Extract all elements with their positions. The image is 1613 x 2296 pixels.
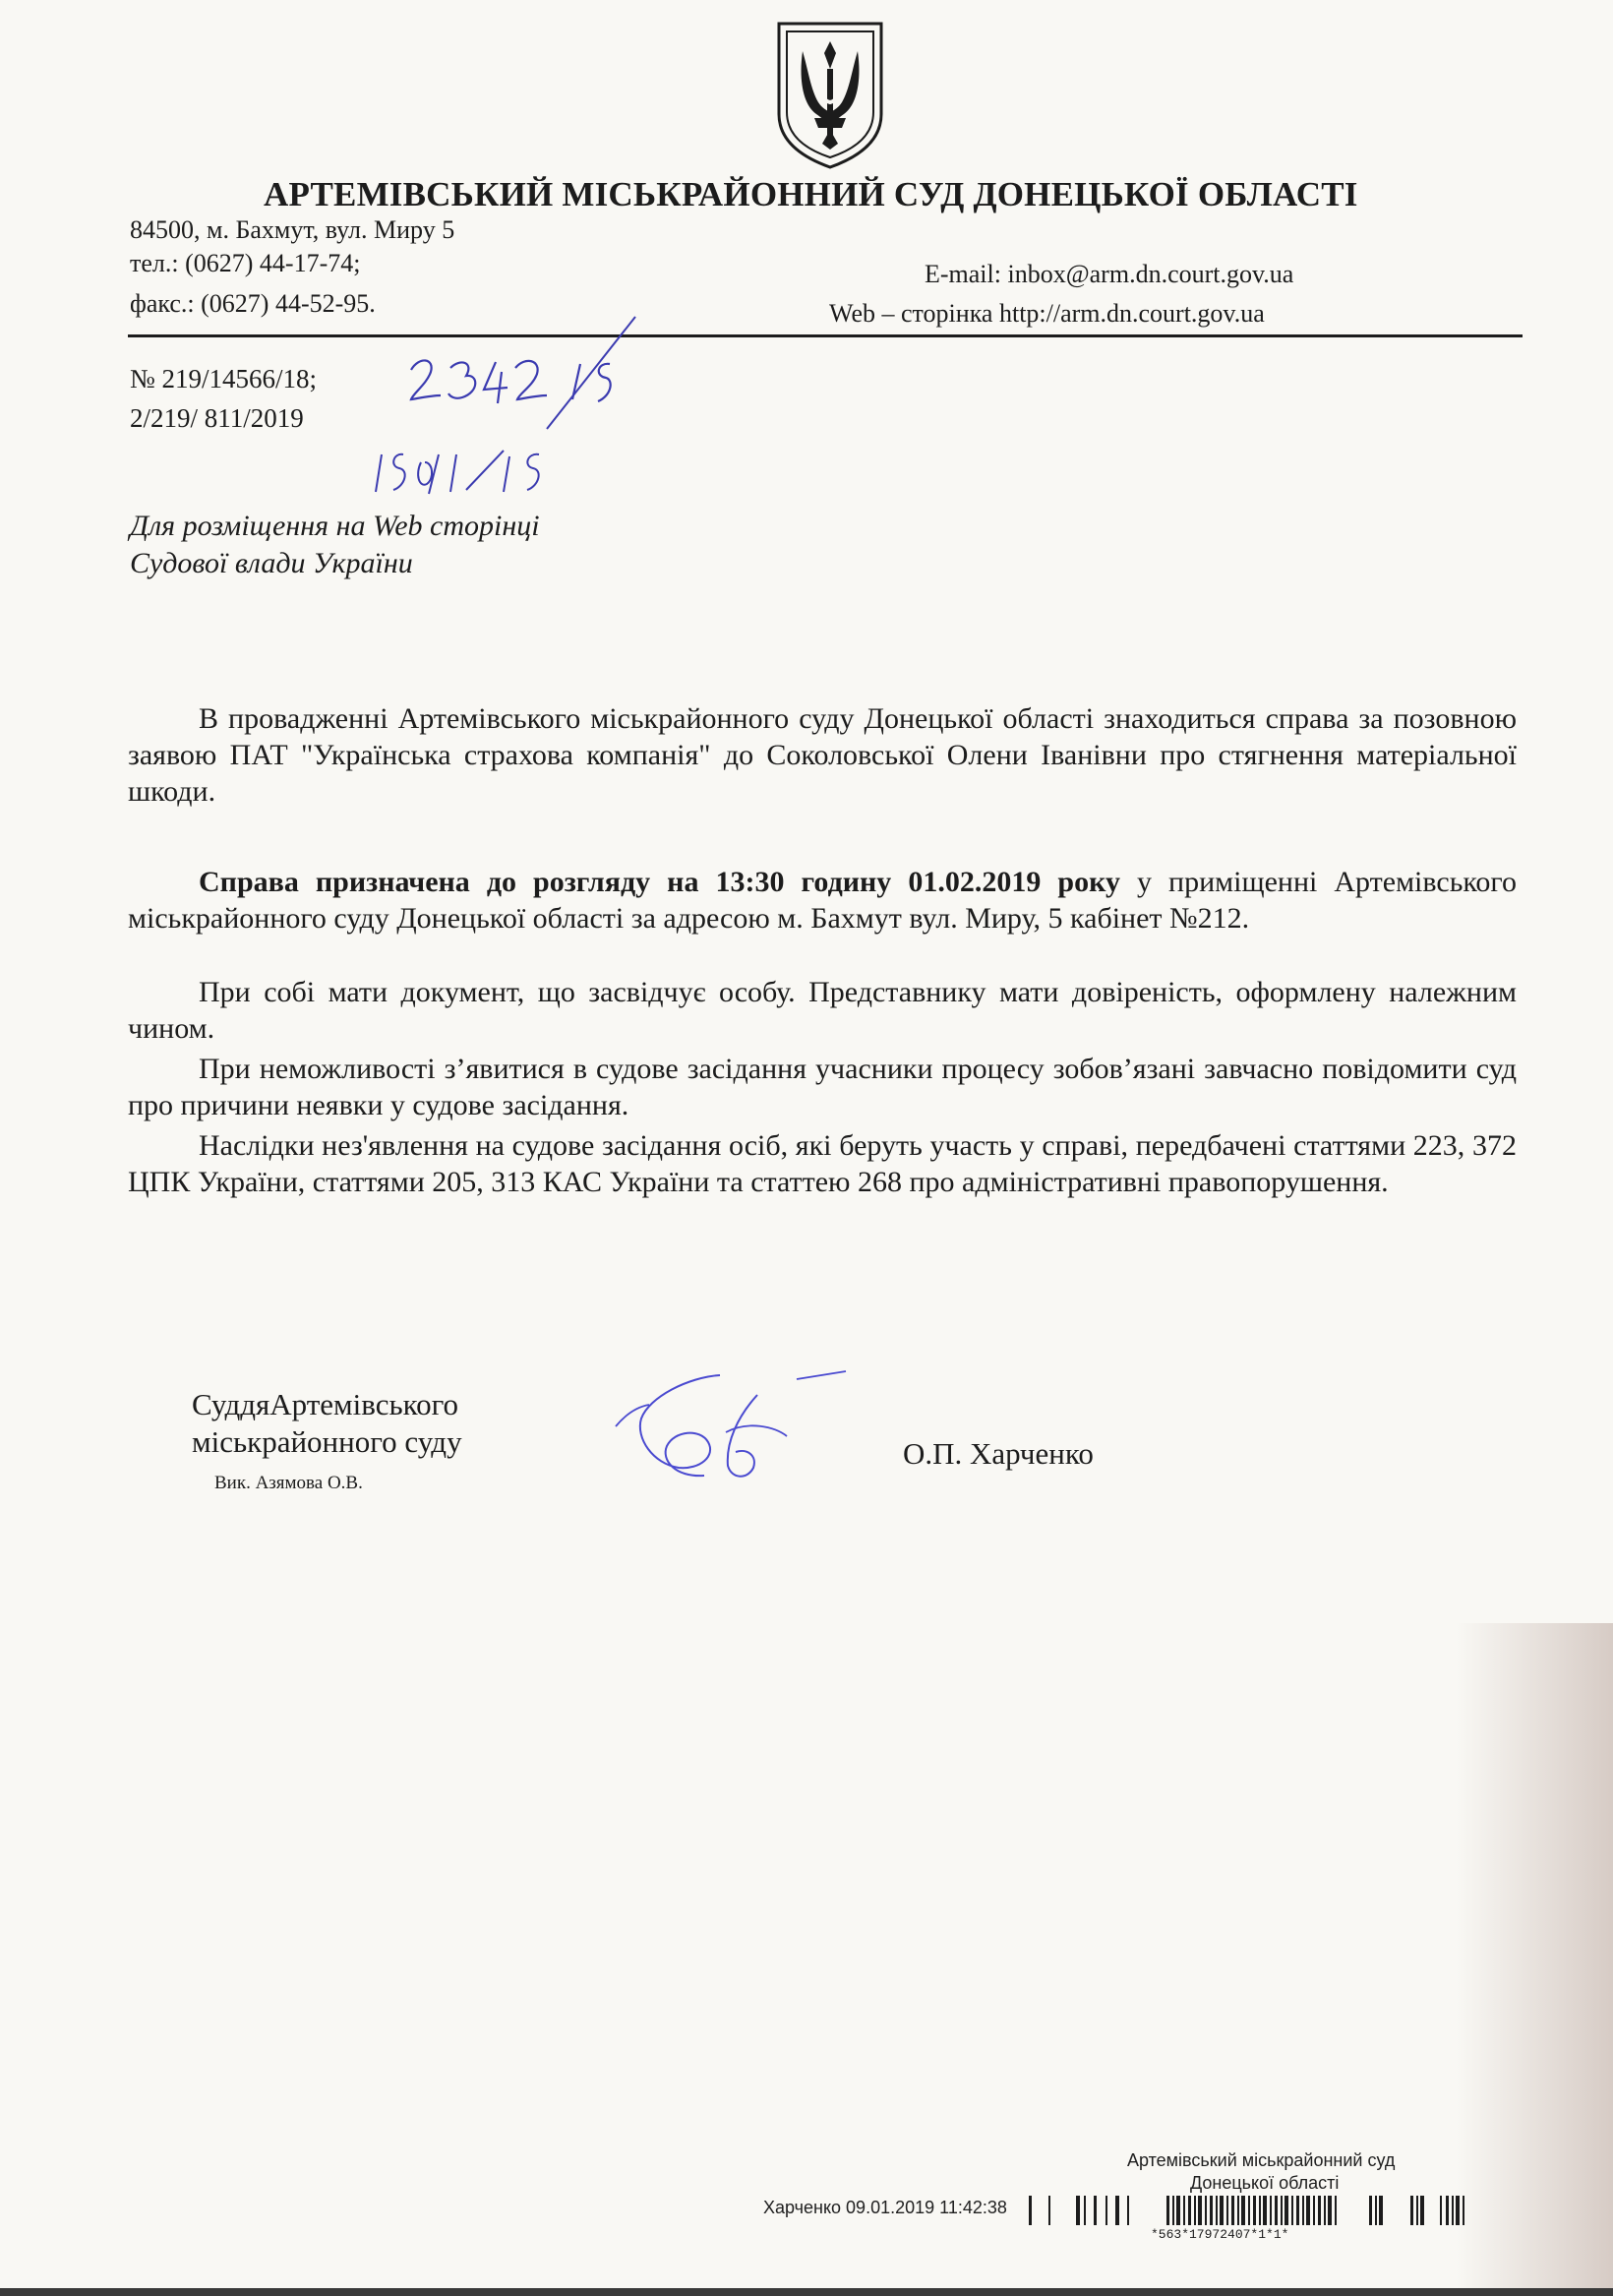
paragraph-hearing-schedule: Справа призначена до розгляду на 13:30 годину 01.02.2019 року у приміщенні Артемівського міськрайонного суду Донецької області за адресою м. Бахмут вул. Миру, 5 кабінет №212.	[128, 866, 1517, 935]
recipient-line-1: Для розміщення на Web сторінці	[130, 510, 540, 542]
judge-title-line-2: міськрайонного суду	[192, 1424, 462, 1459]
paragraph-identity-document: При собі мати документ, що засвідчує особу. Представнику мати довіреність, оформлену належним чином.	[128, 976, 1517, 1045]
paragraph-case-description: В провадженні Артемівського міськрайонного суду Донецької області знаходиться справа за позовною заявою ПАТ "Українська страхова компанія" до Соколовської Олени Іванівни про стягнення матеріальної шкоди.	[128, 702, 1517, 808]
paragraph-consequences: Наслідки нез'явлення на судове засідання осіб, які беруть участь у справі, передбачені статтями 223, 372 ЦПК України, статтями 205, 313 КАС України та статтею 268 про адміністративні правопорушення.	[128, 1129, 1517, 1198]
proceeding-number: 2/219/ 811/2019	[130, 403, 304, 433]
recipient-line-2: Судової влади України	[130, 547, 413, 579]
judge-signature	[610, 1358, 856, 1495]
coat-of-arms-icon	[773, 20, 887, 169]
court-name: АРТЕМІВСЬКИЙ МІСЬКРАЙОННИЙ СУД ДОНЕЦЬКОЇ ОБЛАСТІ	[264, 175, 1358, 213]
hearing-date-time: Справа призначена до розгляду на 13:30 годину 01.02.2019 року	[199, 866, 1120, 898]
scan-bottom-edge	[0, 2288, 1613, 2296]
judge-title-line-1: СуддяАртемівського	[192, 1387, 459, 1421]
executor-name: Вик. Азямова О.В.	[214, 1473, 363, 1493]
handwritten-registration-number	[401, 313, 637, 431]
paragraph-absence-notice: При неможливості з’явитися в судове засідання учасники процесу зобов’язані завчасно повідомити суд про причини неявки у судове засідання.	[128, 1053, 1517, 1121]
court-address: 84500, м. Бахмут, вул. Миру 5	[130, 215, 455, 244]
registration-barcode	[1029, 2190, 1505, 2239]
stamp-organization-line-2: Донецької області	[1190, 2173, 1340, 2193]
barcode-text: *563*17972407*1*1*	[1151, 2227, 1289, 2239]
stamp-organization-line-1: Артемівський міськрайонний суд	[1127, 2150, 1396, 2170]
stamp-registration-info: Харченко 09.01.2019 11:42:38	[763, 2198, 1007, 2217]
court-phone: тел.: (0627) 44-17-74;	[130, 249, 361, 277]
court-email: E-mail: inbox@arm.dn.court.gov.ua	[925, 260, 1294, 288]
handwritten-date	[372, 445, 549, 502]
judge-name: О.П. Харченко	[903, 1436, 1094, 1471]
court-website: Web – сторінка http://arm.dn.court.gov.ua	[829, 299, 1265, 328]
court-fax: факс.: (0627) 44-52-95.	[130, 289, 376, 318]
case-number: № 219/14566/18;	[130, 364, 318, 393]
header-divider	[128, 334, 1523, 337]
